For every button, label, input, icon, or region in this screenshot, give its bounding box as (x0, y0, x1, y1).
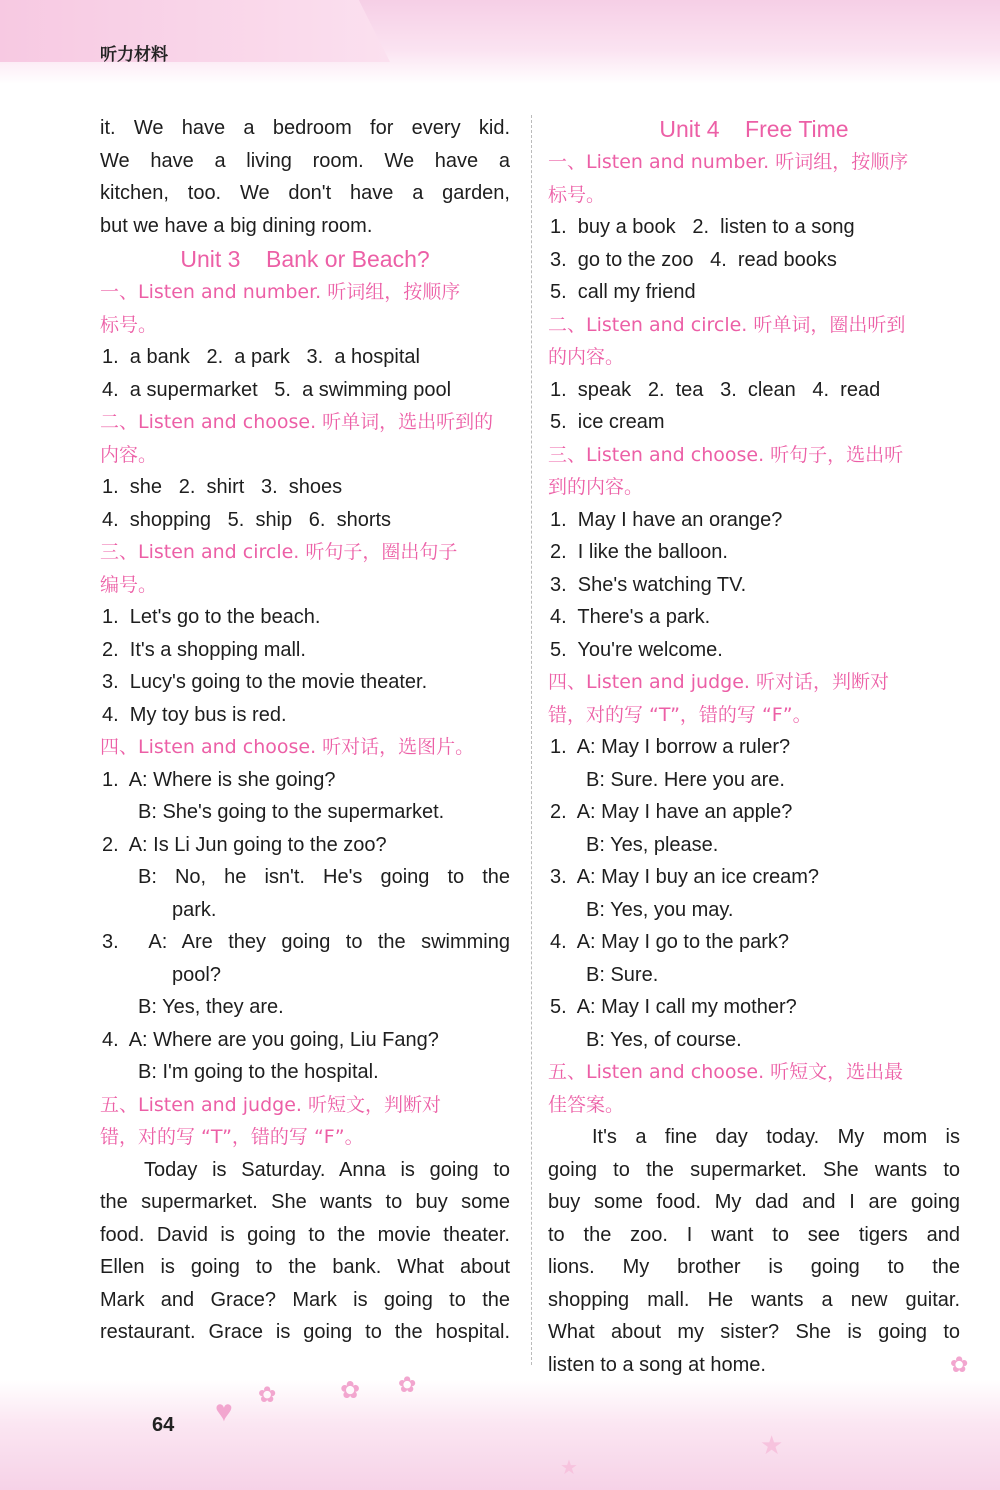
section-heading: 一、Listen and number. 听词组，按顺序 (100, 281, 461, 303)
section-heading: 二、Listen and choose. 听单词，选出听到的 (100, 411, 494, 433)
flower-decoration-icon: ✿ (340, 1377, 361, 1404)
flower-decoration-icon: ✿ (258, 1382, 277, 1407)
list-item: 1. she 2. shirt 3. shoes (102, 476, 343, 498)
section-heading: 四、Listen and judge. 听对话，判断对 (548, 671, 889, 693)
list-item: 1. a bank 2. a park 3. a hospital (102, 346, 420, 368)
list-item: 5. call my friend (550, 281, 696, 303)
dialogue-line: B: Sure. (586, 963, 659, 986)
dialogue-line: 5. A: May I call my mother? (550, 996, 797, 1018)
intro-line: but we have a big dining room. (100, 214, 373, 237)
passage-line: listen to a song at home. (548, 1353, 766, 1376)
flower-decoration-icon: ✿ (950, 1352, 969, 1377)
list-item: 4. shopping 5. ship 6. shorts (102, 508, 392, 531)
page-number: 64 (152, 1414, 175, 1436)
section-heading: 标号。 (100, 313, 158, 336)
list-item: 4. There's a park. (550, 606, 711, 628)
section-heading: 佳答案。 (548, 1093, 625, 1116)
list-item: 3. go to the zoo 4. read books (550, 248, 837, 271)
heart-decoration-icon: ♥ (215, 1395, 233, 1428)
list-item: 5. ice cream (550, 411, 665, 433)
dialogue-line: 3. A: May I buy an ice cream? (550, 866, 820, 888)
section-heading: 五、Listen and judge. 听短文，判断对 (100, 1093, 441, 1116)
dialogue-line: 2. A: May I have an apple? (550, 801, 793, 823)
list-item: 1. May I have an orange? (550, 508, 783, 531)
intro-line: We have a living room. We have a (100, 149, 510, 172)
list-item: 3. Lucy's going to the movie theater. (102, 671, 428, 693)
section-heading: 到的内容。 (548, 476, 644, 498)
list-item: 3. She's watching TV. (550, 573, 747, 596)
header-label: 听力材料 (100, 45, 168, 65)
column-divider (531, 115, 532, 1365)
dialogue-line: 1. A: Where is she going? (102, 768, 336, 791)
left-column (100, 112, 510, 1349)
passage-line: going to the supermarket. She wants to (548, 1158, 960, 1181)
dialogue-line: 4. A: May I go to the park? (550, 931, 790, 953)
footer-band (0, 1380, 1000, 1490)
unit-4-title: Unit 4 Free Time (659, 116, 849, 142)
passage-line: food. David is going to the movie theater. (100, 1223, 510, 1246)
section-heading: 三、Listen and choose. 听句子，选出听 (548, 443, 904, 466)
dialogue-line: B: No, he isn't. He's going to the (138, 866, 510, 888)
dialogue-line: 1. A: May I borrow a ruler? (550, 736, 791, 758)
dialogue-line: B: Sure. Here you are. (586, 768, 785, 791)
dialogue-line: 3. A: Are they going to the swimming (102, 931, 510, 953)
section-heading: 一、Listen and number. 听词组，按顺序 (548, 151, 909, 173)
passage-line: buy some food. My dad and I are going (548, 1191, 960, 1213)
list-item: 5. You're welcome. (550, 638, 723, 661)
dialogue-line: B: Yes, you may. (586, 898, 734, 921)
passage-line: Mark and Grace? Mark is going to the (100, 1288, 510, 1311)
section-heading: 三、Listen and circle. 听句子，圈出句子 (100, 541, 458, 563)
section-heading: 编号。 (100, 573, 158, 596)
section-heading: 二、Listen and circle. 听单词，圈出听到 (548, 313, 906, 336)
list-item: 4. a supermarket 5. a swimming pool (102, 378, 452, 401)
dialogue-line: 4. A: Where are you going, Liu Fang? (102, 1028, 439, 1051)
dialogue-line: pool? (172, 963, 221, 986)
section-heading: 内容。 (100, 443, 158, 466)
section-heading: 错，对的写 “T”，错的写 “F”。 (548, 703, 812, 726)
passage-line: Today is Saturday. Anna is going to (144, 1158, 510, 1181)
unit-3-title: Unit 3 Bank or Beach? (180, 246, 430, 272)
list-item: 2. I like the balloon. (550, 541, 728, 563)
intro-line: kitchen, too. We don't have a garden, (100, 182, 510, 204)
list-item: 1. speak 2. tea 3. clean 4. read (550, 378, 881, 401)
dialogue-line: B: Yes, of course. (586, 1028, 742, 1051)
dialogue-line: B: I'm going to the hospital. (138, 1061, 379, 1083)
passage-line: lions. My brother is going to the (548, 1256, 960, 1278)
dialogue-line: park. (172, 898, 217, 921)
right-column (548, 112, 960, 1381)
star-decoration-icon: ★ (560, 1457, 578, 1479)
section-heading: 错，对的写 “T”，错的写 “F”。 (100, 1126, 364, 1148)
dialogue-line: 2. A: Is Li Jun going to the zoo? (102, 833, 387, 856)
dialogue-line: B: She's going to the supermarket. (138, 801, 445, 823)
list-item: 4. My toy bus is red. (102, 703, 287, 726)
star-decoration-icon: ★ (760, 1430, 784, 1460)
passage-line: Ellen is going to the bank. What about (100, 1256, 510, 1278)
section-heading: 四、Listen and choose. 听对话，选图片。 (100, 736, 475, 758)
passage-line: What about my sister? She is going to (548, 1321, 960, 1343)
flower-decoration-icon: ✿ (398, 1372, 417, 1397)
passage-line: restaurant. Grace is going to the hospital. (100, 1321, 510, 1343)
passage-line: shopping mall. He wants a new guitar. (548, 1288, 960, 1311)
list-item: 2. It's a shopping mall. (102, 638, 306, 661)
dialogue-line: B: Yes, please. (586, 833, 719, 856)
list-item: 1. Let's go to the beach. (102, 606, 321, 628)
header-tab (0, 0, 390, 62)
section-heading: 标号。 (548, 183, 606, 206)
list-item: 1. buy a book 2. listen to a song (550, 216, 855, 238)
intro-line: it. We have a bedroom for every kid. (100, 117, 510, 139)
dialogue-line: B: Yes, they are. (138, 996, 284, 1018)
section-heading: 五、Listen and choose. 听短文，选出最 (548, 1061, 904, 1083)
passage-line: to the zoo. I want to see tigers and (548, 1223, 960, 1246)
passage-line: the supermarket. She wants to buy some (100, 1191, 510, 1213)
passage-line: It's a fine day today. My mom is (592, 1126, 960, 1148)
section-heading: 的内容。 (548, 346, 625, 368)
